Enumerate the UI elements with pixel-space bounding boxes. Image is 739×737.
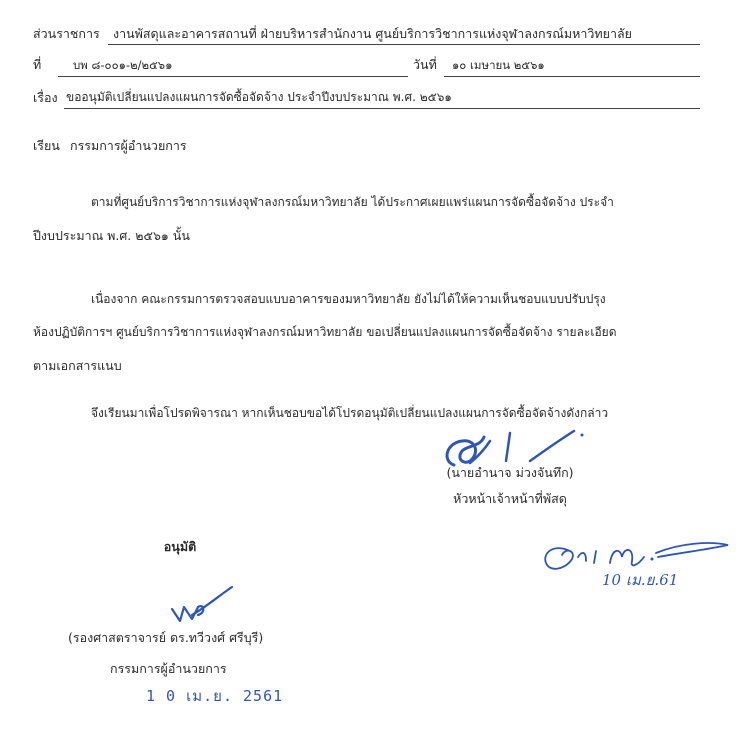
body-line: ปีงบประมาณ พ.ศ. ๒๕๖๑ นั้น bbox=[33, 228, 190, 243]
body-line: ห้องปฏิบัติการฯ ศูนย์บริการวิชาการแห่งจุฬาลงกรณ์มหาวิทยาลัย ขอเปลี่ยนแปลงแผนการจัดซื้อจัดจ้าง รายละเอียด bbox=[33, 325, 617, 339]
department-value: งานพัสดุและอาคารสถานที่ ฝ่ายบริหารสำนักงาน ศูนย์บริการวิชาการแห่งจุฬาลงกรณ์มหาวิทยาลัย bbox=[113, 26, 632, 41]
approver-name: (รองศาสตราจารย์ ดร.ทวีวงศ์ ศรีบุรี) bbox=[68, 630, 264, 645]
subject-value: ขออนุมัติเปลี่ยนแปลงแผนการจัดซื้อจัดจ้าง ประจำปีงบประมาณ พ.ศ. ๒๕๖๑ bbox=[66, 90, 452, 104]
ref-value: บพ ๘-๐๐๑-๒/๒๕๖๑ bbox=[73, 58, 173, 72]
ref-label: ที่ bbox=[33, 57, 42, 72]
signer-name: (นายอำนาจ ม่วงจันทึก) bbox=[446, 465, 574, 480]
subject-underline bbox=[64, 108, 700, 109]
date-label: วันที่ bbox=[413, 57, 437, 72]
signer-position: หัวหน้าเจ้าหน้าที่พัสดุ bbox=[453, 491, 567, 506]
body-line: ตามที่ศูนย์บริการวิชาการแห่งจุฬาลงกรณ์มหาวิทยาลัย ได้ประกาศเผยแพร่แผนการจัดซื้อจัดจ้าง ประจำ bbox=[91, 195, 614, 209]
department-label: ส่วนราชการ bbox=[33, 26, 100, 41]
body-line: จึงเรียนมาเพื่อโปรดพิจารณา หากเห็นชอบขอได้โปรดอนุมัติเปลี่ยนแปลงแผนการจัดซื้อจัดจ้างดังกล่าว bbox=[91, 406, 609, 420]
handwritten-date: 10 เม.ย.61 bbox=[602, 571, 679, 589]
approval-date-stamp: 1 0 เม.ย. 2561 bbox=[146, 687, 284, 705]
date-underline bbox=[444, 76, 700, 77]
body-paragraph-1 bbox=[33, 186, 713, 252]
salutation-value: กรรมการผู้อำนวยการ bbox=[70, 138, 187, 153]
body-line: เนื่องจาก คณะกรรมการตรวจสอบแบบอาคารของมหาวิทยาลัย ยังไม่ได้ให้ความเห็นชอบแบบปรับปรุง bbox=[91, 292, 606, 306]
ref-underline bbox=[58, 76, 408, 77]
subject-label: เรื่อง bbox=[33, 90, 58, 105]
date-value: ๑๐ เมษายน ๒๕๖๑ bbox=[452, 58, 545, 72]
body-paragraph-3 bbox=[33, 397, 713, 430]
salutation-label: เรียน bbox=[33, 138, 60, 153]
department-underline bbox=[108, 44, 700, 45]
approver-position: กรรมการผู้อำนวยการ bbox=[110, 661, 227, 676]
body-line: ตามเอกสารแนบ bbox=[33, 358, 122, 373]
approval-label: อนุมัติ bbox=[163, 539, 197, 554]
body-paragraph-2 bbox=[33, 283, 713, 382]
